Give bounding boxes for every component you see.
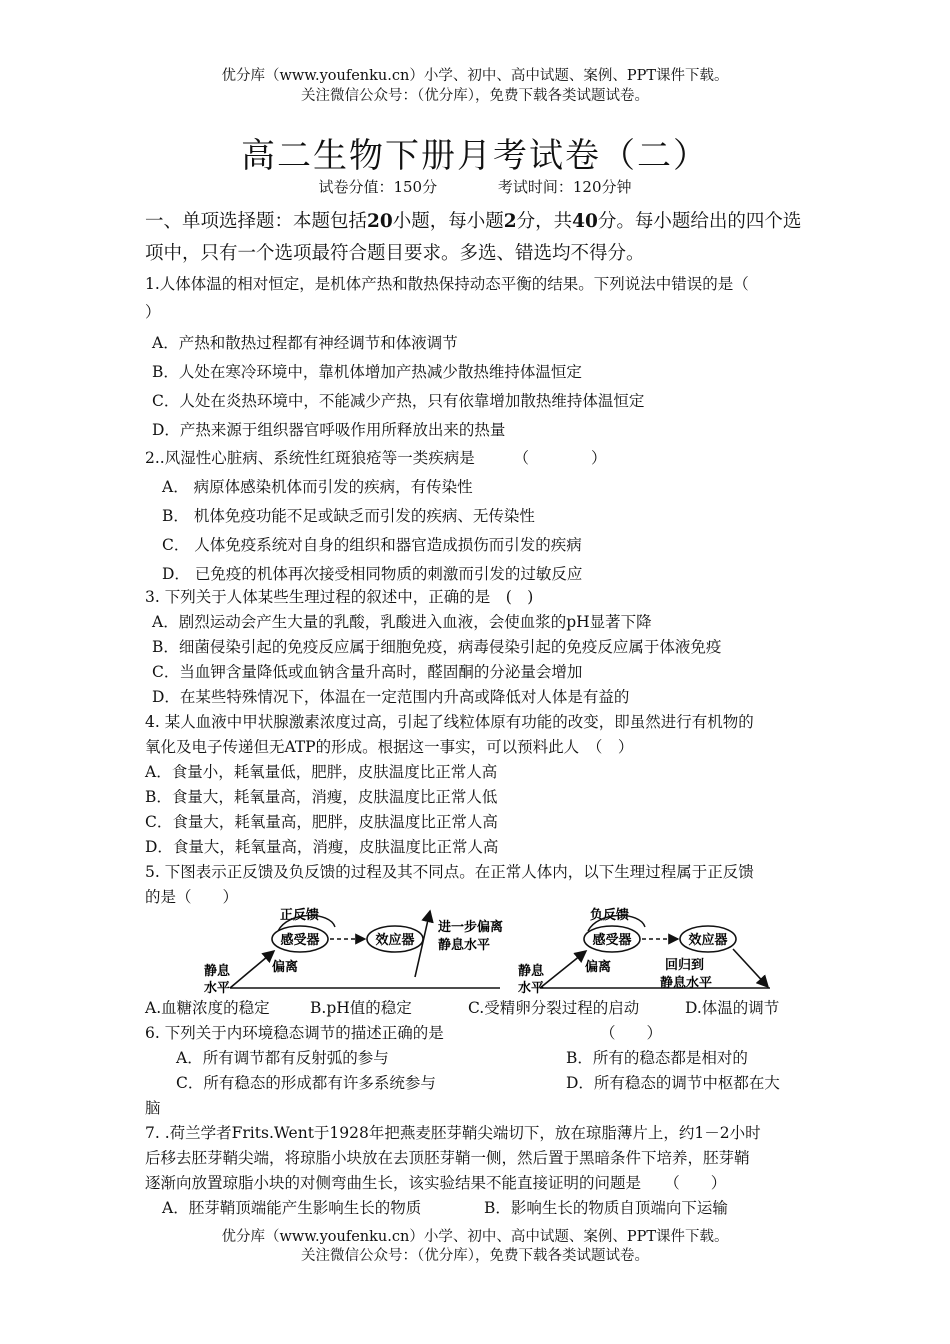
q6-option-d-cont: 脑 [145,1099,161,1117]
negative-feedback-diagram [518,907,770,996]
q3-option-a: A．剧烈运动会产生大量的乳酸，乳酸进入血液，会使血浆的pH显著下降 [152,613,652,631]
q2-option-c: C． 人体免疫系统对自身的组织和器官造成损伤而引发的疾病 [162,536,582,554]
negative-feedback-title: 负反馈 [590,908,630,923]
q1-option-b: B．人处在寒冷环境中，靠机体增加产热减少散热维持体温恒定 [152,363,582,381]
rest-label-2: 水平 [518,981,545,996]
q5-option-a: A.血糖浓度的稳定 [145,999,270,1017]
q7-option-b: B．影响生长的物质自顶端向下运输 [484,1199,728,1217]
q6-answer-blank: （ ） [600,1024,663,1042]
q4-stem-cont: 氧化及电子传递但无ATP的形成。根据这一事实，可以预料此人 （ ） [145,738,634,756]
positive-feedback-diagram [204,907,503,996]
q7-stem-cont-1: 后移去胚芽鞘尖端，将琼脂小块放在去顶胚芽鞘一侧，然后置于黑暗条件下培养，胚芽鞘 [145,1149,750,1167]
q3-option-b: B．细菌侵染引起的免疫反应属于细胞免疫，病毒侵染引起的免疫反应属于体液免疫 [152,638,722,656]
q5-option-b: B.pH值的稳定 [310,999,412,1017]
receptor-label: 感受器 [280,933,320,948]
q1-option-a: A．产热和散热过程都有神经调节和体液调节 [152,334,458,352]
q6-option-a: A．所有调节都有反射弧的参与 [176,1049,389,1067]
rest-level-label: 静息水平 [438,938,491,953]
footer-line-2: 关注微信公众号：（优分库），免费下载各类试题试卷。 [301,1248,649,1264]
exam-meta [0,176,950,197]
rest-label-1: 静息 [518,964,545,979]
q4-option-a: A．食量小，耗氧量低，肥胖，皮肤温度比正常人高 [145,763,498,781]
deviation-arrow [230,951,274,988]
exam-score: 试卷分值：150分 [318,178,438,196]
footer-line-1: 优分库（www.youfenku.cn）小学、初中、高中试题、案例、PPT课件下载。 [221,1229,729,1245]
header-line-2: 关注微信公众号：（优分库），免费下载各类试题试卷。 [301,88,649,104]
q6-option-c: C．所有稳态的形成都有许多系统参与 [176,1074,436,1092]
q7-stem-cont-2: 逐渐向放置琼脂小块的对侧弯曲生长，该实验结果不能直接证明的问题是 （ ） [145,1174,727,1192]
q2-option-a: A． 病原体感染机体而引发的疾病，有传染性 [162,478,473,496]
q7-option-a: A．胚芽鞘顶端能产生影响生长的物质 [162,1199,422,1217]
q1-stem: 1.人体体温的相对恒定，是机体产热和散热保持动态平衡的结果。下列说法中错误的是（ [145,275,749,293]
exam-time: 考试时间：120分钟 [497,178,632,196]
rest-label-1: 静息 [204,964,231,979]
q2-option-d: D． 已免疫的机体再次接受相同物质的刺激而引发的过敏反应 [162,565,583,583]
return-label: 回归到 [665,958,705,973]
q4-option-c: C．食量大，耗氧量高，肥胖，皮肤温度比正常人高 [145,813,498,831]
effector-label: 效应器 [375,933,415,948]
q2-option-b: B． 机体免疫功能不足或缺乏而引发的疾病、无传染性 [162,507,535,525]
deviation-label: 偏离 [585,960,612,975]
q3-option-c: C．当血钾含量降低或血钠含量升高时，醛固酮的分泌量会增加 [152,663,583,681]
q1-option-c: C．人处在炎热环境中，不能减少产热，只有依靠增加散热维持体温恒定 [152,392,645,410]
q3-stem: 3. 下列关于人体某些生理过程的叙述中，正确的是 ( ) [145,588,534,606]
q3-option-d: D．在某些特殊情况下，体温在一定范围内升高或降低对人体是有益的 [152,688,630,706]
rest-label-2: 水平 [204,981,231,996]
section-heading: 一、单项选择题：本题包括20小题，每小题2分，共40分。每小题给出的四个选项中，只有一个选项最符合题目要求。多选、错选均不得分。 [145,211,802,264]
deviation-arrow [540,951,586,988]
q1-option-d: D．产热来源于组织器官呼吸作用所释放出来的热量 [152,421,506,439]
q5-option-d: D.体温的调节 [685,999,780,1017]
feedback-diagram [190,903,790,999]
q6-option-b: B．所有的稳态都是相对的 [566,1049,748,1067]
effector-label: 效应器 [688,933,728,948]
q5-stem: 5. 下图表示正反馈及负反馈的过程及其不同点。在正常人体内，以下生理过程属于正反馈 [145,863,754,881]
q2-stem: 2..风湿性心脏病、系统性红斑狼疮等一类疾病是 （ ） [145,449,607,467]
header-line-1: 优分库（www.youfenku.cn）小学、初中、高中试题、案例、PPT课件下载。 [221,68,729,84]
page-title: 高二生物下册月考试卷（二） [241,136,709,176]
q4-option-d: D．食量大，耗氧量高，消瘦，皮肤温度比正常人高 [145,838,499,856]
q5-option-c: C.受精卵分裂过程的启动 [468,999,640,1017]
q4-stem: 4. 某人血液中甲状腺激素浓度过高，引起了线粒体原有功能的改变，即虽然进行有机物的 [145,713,754,731]
further-deviation-label: 进一步偏离 [438,920,504,935]
q1-stem-end: ） [145,303,161,321]
deviation-label: 偏离 [272,960,299,975]
return-arrow [733,949,768,987]
q6-stem: 6. 下列关于内环境稳态调节的描述正确的是 [145,1024,444,1042]
q4-option-b: B．食量大，耗氧量高，消瘦，皮肤温度比正常人低 [145,788,498,806]
rest-level-label: 静息水平 [660,976,713,991]
receptor-label: 感受器 [592,933,632,948]
q6-option-d: D．所有稳态的调节中枢都在大 [566,1074,780,1092]
q5-stem-cont: 的是（ ） [145,888,239,906]
positive-feedback-title: 正反馈 [280,908,320,923]
q7-stem: 7. .荷兰学者Frits.Went于1928年把燕麦胚芽鞘尖端切下，放在琼脂薄片上，约1－2小时 [145,1124,761,1142]
